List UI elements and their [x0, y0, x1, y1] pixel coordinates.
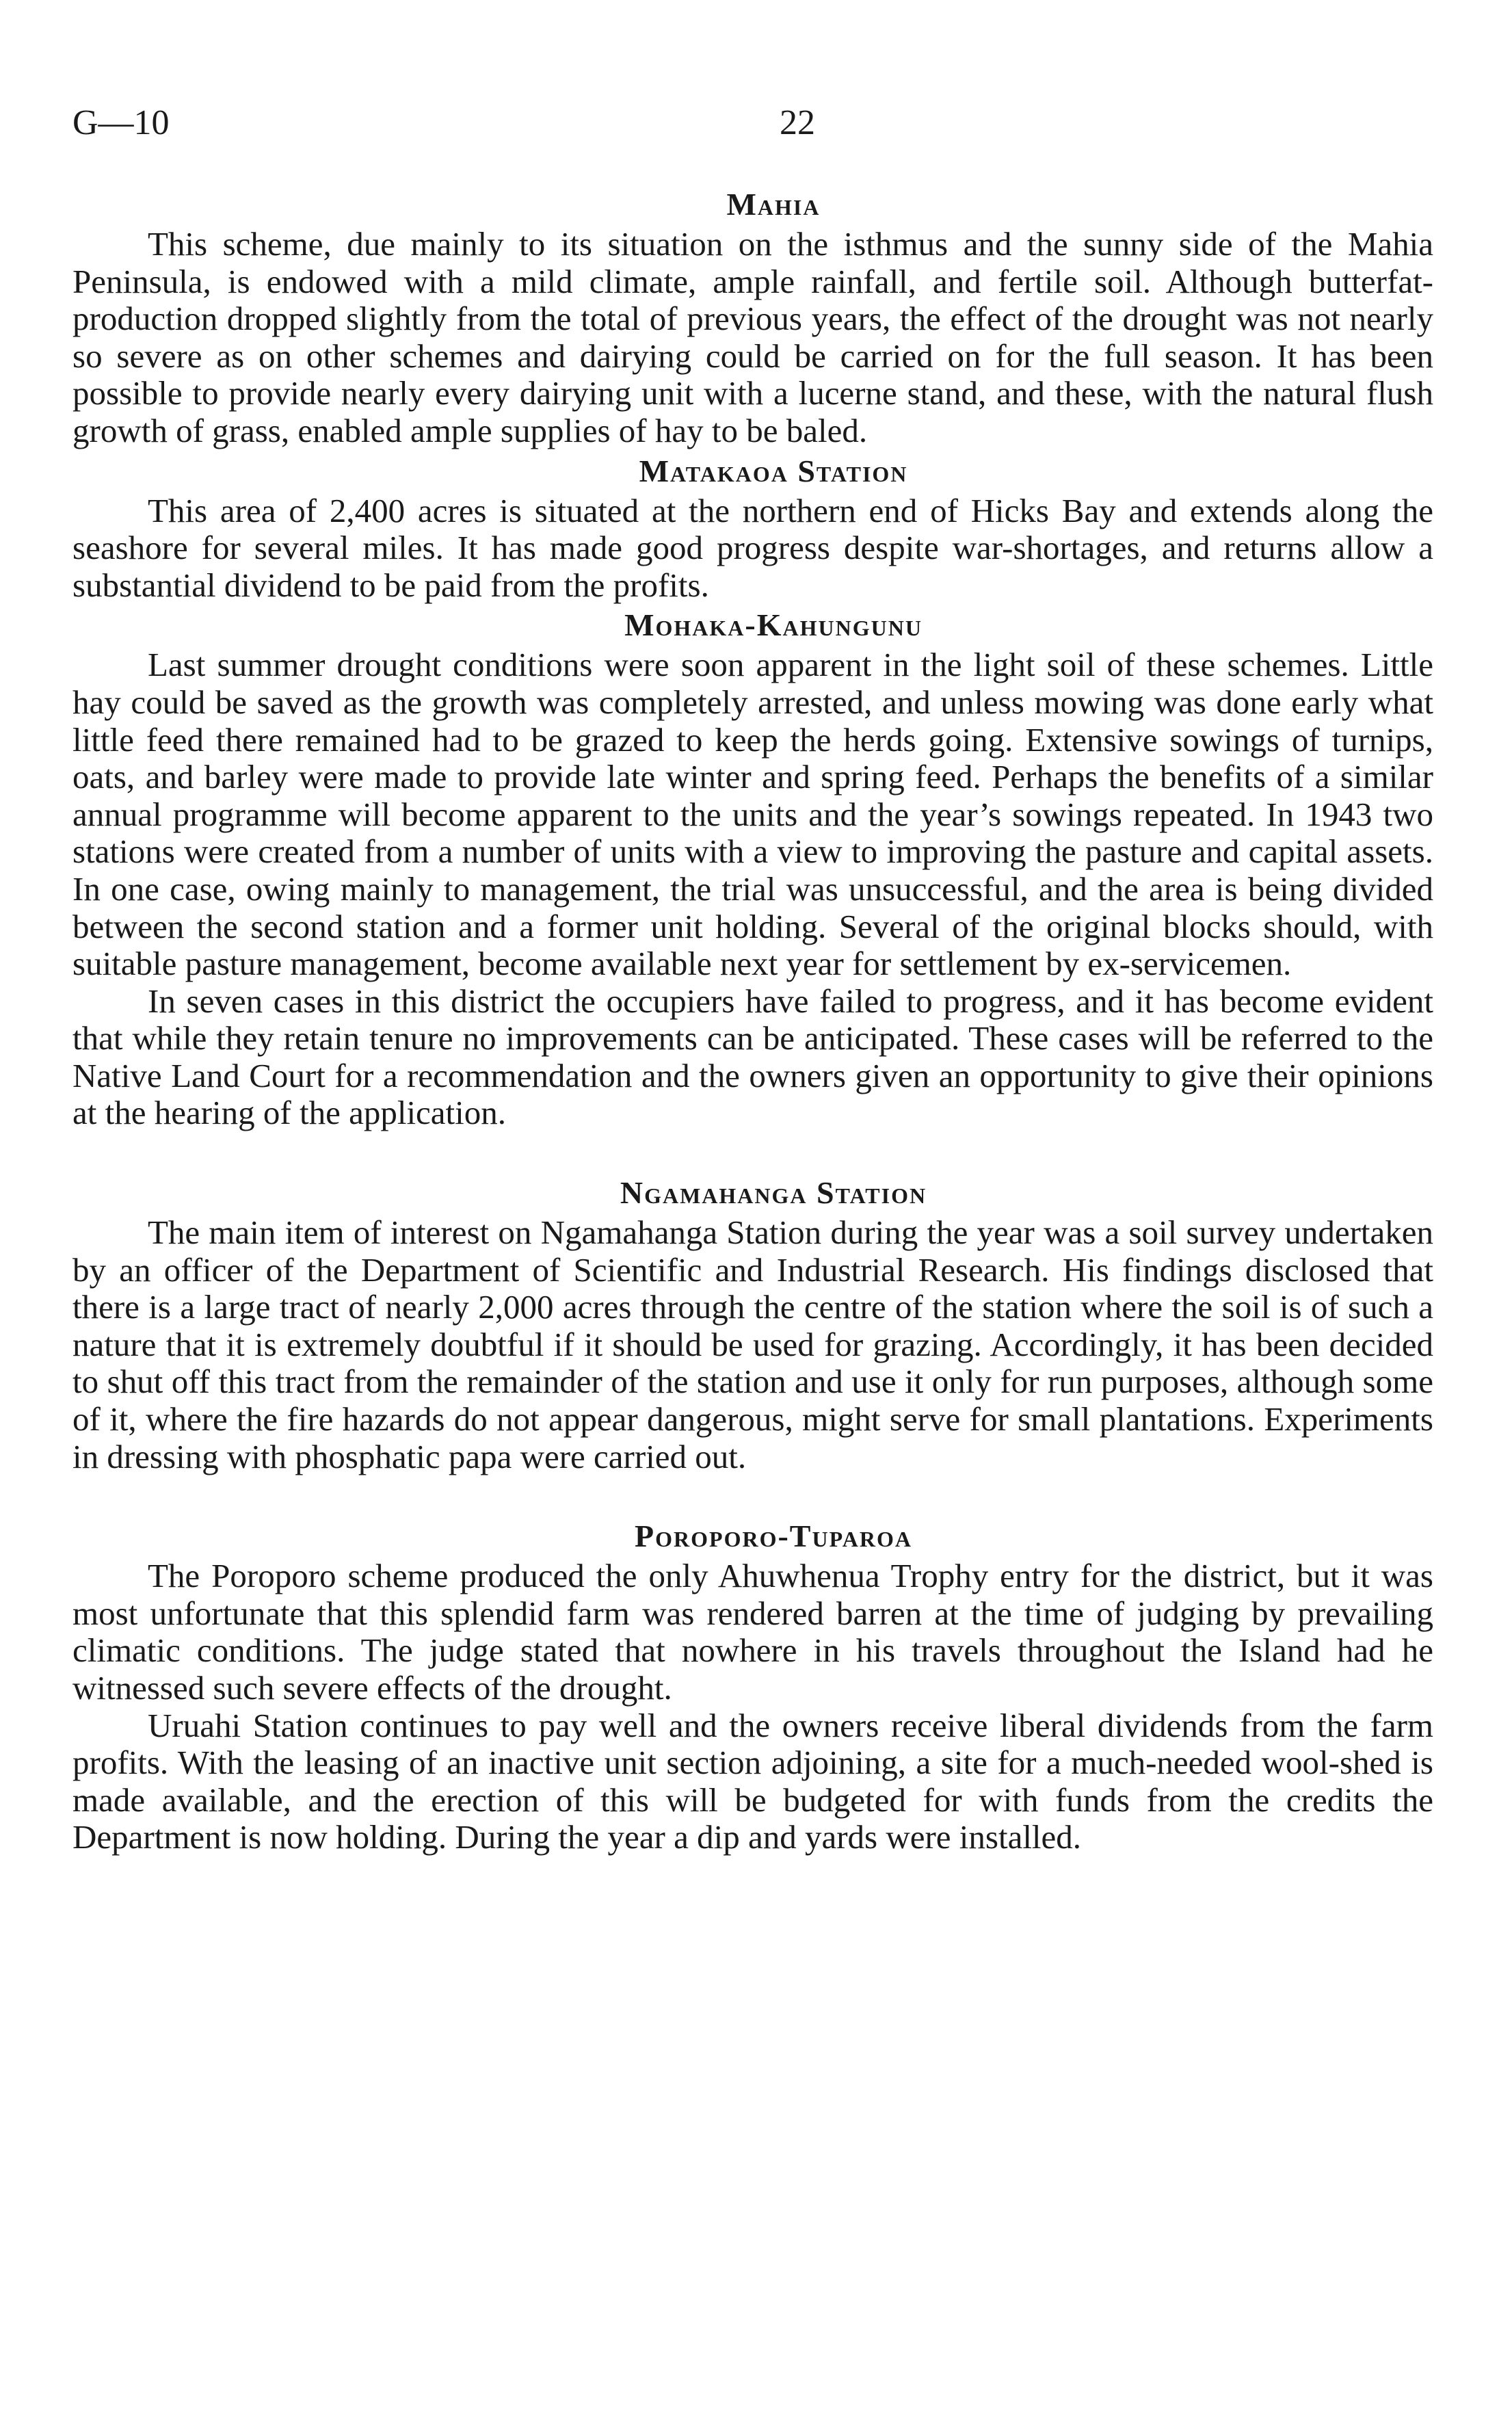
section-heading: Mahia	[726, 187, 821, 222]
page-number: 22	[780, 103, 815, 142]
section-heading: Ngamahanga Station	[620, 1175, 927, 1211]
document-code: G—10	[72, 103, 170, 142]
section-heading: Matakaoa Station	[639, 453, 908, 488]
section-mahia	[72, 183, 1433, 450]
section-poroporo-tuparoa	[72, 1515, 1433, 1856]
section-matakaoa-station	[72, 450, 1433, 605]
paragraph: This scheme, due mainly to its situation on the isthmus and the sunny side of the Mahia Peninsula, is endowed with a mild climate, ample rainfall, and fertile soil. Although butterfat-production dropped slightly from the total of previous years, the effect of the drought was not nearly so severe as on other schemes and dairying could be carried on for the full season. It has been possible to provide nearly every dairying unit with a lucerne stand, and these, with the natural flush growth of grass, enabled ample supplies of hay to be baled.	[72, 225, 1433, 449]
paragraph: The Poroporo scheme produced the only Ahuwhenua Trophy entry for the district, but it was most unfortunate that this splendid farm was rendered barren at the time of judging by prevailing climatic conditions. The judge stated that nowhere in his travels throughout the Island had he witnessed such severe effects of the drought.	[72, 1557, 1433, 1707]
paragraph: In seven cases in this district the occupiers have failed to progress, and it has become evident that while they retain tenure no improvements can be anticipated. These cases will be referred to the Native Land Court for a recommendation and the owners given an opportunity to give their opinions at the hearing of the application.	[72, 982, 1433, 1132]
paragraph: Last summer drought conditions were soon apparent in the light soil of these schemes. Little hay could be saved as the growth was completely arrested, and unless mowing was done early what little feed there remained had to be grazed to keep the herds going. Extensive sowings of turnips, oats, and barley were made to provide late winter and spring feed. Perhaps the benefits of a similar annual programme will become apparent to the units and the year’s sowings repeated. In 1943 two stations were created from a number of units with a view to improving the pasture and capital assets. In one case, owing mainly to management, the trial was unsuccessful, and the area is being divided between the second station and a former unit holding. Several of the original blocks should, with suitable pasture management, become available next year for settlement by ex-servicemen.	[72, 646, 1433, 983]
paragraph: Uruahi Station continues to pay well and the owners receive liberal dividends from the farm profits. With the leasing of an inactive unit section adjoining, a site for a much-needed wool-shed is made available, and the erection of this will be budgeted for with funds from the credits the Department is now holding. During the year a dip and yards were installed.	[72, 1706, 1433, 1856]
section-ngamahanga-station	[72, 1172, 1433, 1475]
section-heading: Mohaka-Kahungunu	[624, 607, 923, 643]
paragraph: The main item of interest on Ngamahanga Station during the year was a soil survey undertaken by an officer of the Department of Scientific and Industrial Research. His findings disclosed that there is a large tract of nearly 2,000 acres through the centre of the station where the soil is of such a nature that it is extremely doubtful if it should be used for grazing. Accordingly, it has been decided to shut off this tract from the remainder of the station and use it only for run purposes, although some of it, where the fire hazards do not appear dangerous, might serve for small plantations. Experiments in dressing with phosphatic papa were carried out.	[72, 1213, 1433, 1475]
paragraph: This area of 2,400 acres is situated at the northern end of Hicks Bay and extends along the seashore for several miles. It has made good progress despite war-shortages, and returns allow a substantial dividend to be paid from the profits.	[72, 491, 1433, 604]
running-head	[72, 103, 1440, 150]
section-mohaka-kahungunu	[72, 604, 1433, 1132]
page-body	[72, 183, 1433, 1856]
section-heading: Poroporo-Tuparoa	[635, 1519, 912, 1554]
